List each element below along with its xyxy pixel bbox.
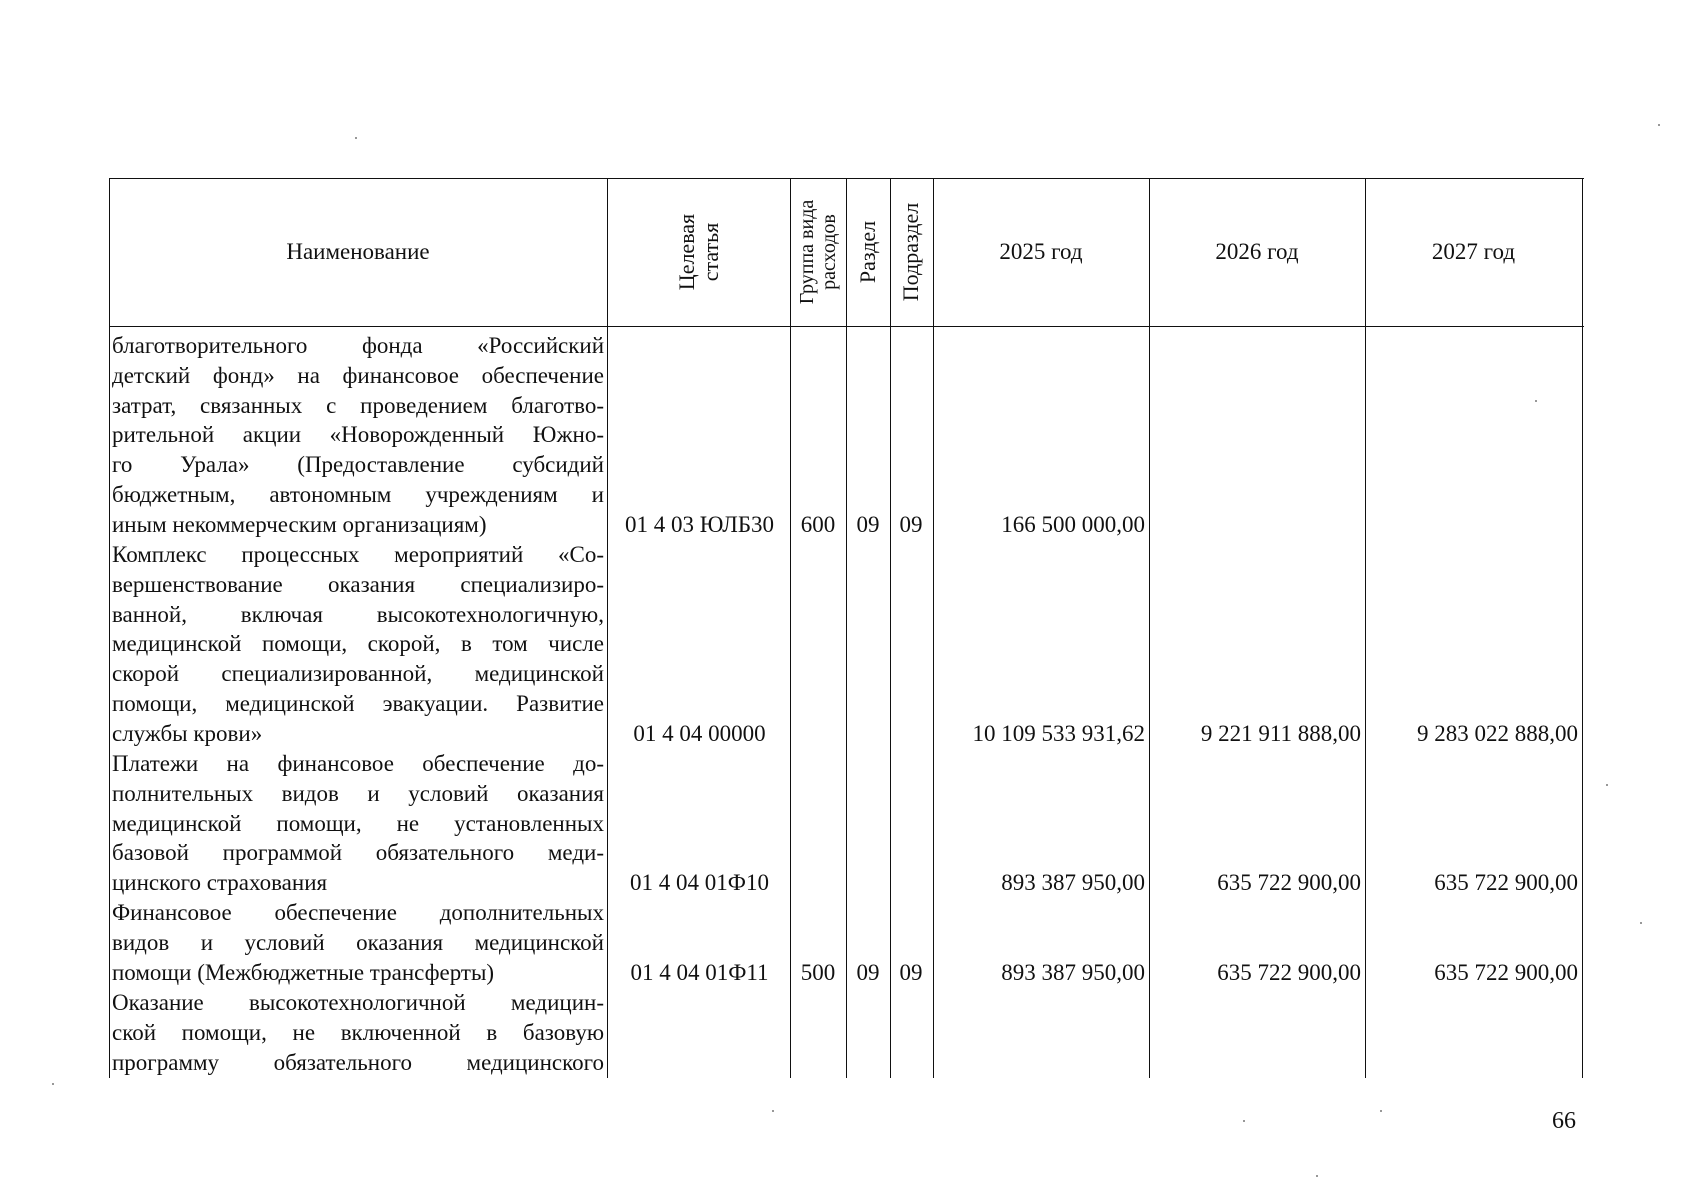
row-value-2027: 9 283 022 888,00	[1417, 721, 1578, 746]
header-year-2027	[1365, 178, 1582, 326]
desc-line: цинского страхования	[112, 870, 328, 896]
header-name-text: Наименование	[286, 239, 430, 264]
table-row-description	[112, 898, 604, 987]
header-group-line1: Группа вида	[796, 199, 818, 305]
row-target-code: 01 4 04 01Ф10	[630, 870, 769, 895]
desc-line: видов и условий оказания медицинской	[112, 929, 604, 955]
row-value-2027: 635 722 900,00	[1434, 870, 1578, 895]
scan-speck	[1658, 124, 1660, 126]
header-year-2025	[933, 178, 1149, 326]
header-year-2025-text: 2025 год	[999, 239, 1083, 264]
col-divider-1	[607, 178, 608, 1078]
header-group-line2: расходов	[818, 214, 840, 290]
scan-speck	[1640, 922, 1642, 924]
desc-line: базовой программой обязательного меди-	[112, 840, 604, 866]
scan-speck	[1316, 1175, 1318, 1177]
header-subsection	[899, 203, 923, 301]
desc-line: Оказание высокотехнологичной медицин-	[112, 990, 604, 1015]
header-year-2026-text: 2026 год	[1215, 239, 1299, 264]
desc-line: го Урала» (Предоставление субсидий	[112, 452, 604, 478]
desc-line: помощи, медицинской эвакуации. Развитие	[112, 690, 604, 716]
desc-line: детский фонд» на финансовое обеспечение	[112, 362, 604, 388]
row-target-code: 01 4 04 01Ф11	[630, 960, 769, 985]
row-target-code: 01 4 04 00000	[633, 721, 766, 746]
row-subsection: 09	[899, 512, 923, 537]
header-year-2026	[1149, 178, 1365, 326]
row-value-2026: 635 722 900,00	[1217, 870, 1361, 895]
row-value-2027: 635 722 900,00	[1434, 960, 1578, 985]
page-number: 66	[1552, 1108, 1576, 1134]
scan-speck	[1243, 1120, 1245, 1122]
header-section	[856, 221, 880, 283]
scan-speck	[1606, 784, 1608, 786]
desc-line: медицинской помощи, скорой, в том числе	[112, 631, 604, 657]
desc-line: медицинской помощи, не установленных	[112, 810, 604, 836]
header-target-line1: Целевая	[674, 213, 699, 291]
desc-line: бюджетным, автономным учреждениям и	[112, 481, 604, 507]
row-value-2025: 166 500 000,00	[1001, 512, 1145, 537]
desc-line: полнительных видов и условий оказания	[112, 780, 604, 806]
row-expense-group: 600	[800, 512, 836, 537]
table-row-description	[112, 749, 604, 898]
col-divider-2	[790, 178, 791, 1078]
header-target-line2: статья	[698, 222, 723, 282]
table-row-description	[112, 988, 604, 1077]
desc-line: ской помощи, не включенной в базовую	[112, 1019, 604, 1045]
row-target-code: 01 4 03 ЮЛБ30	[624, 512, 775, 537]
row-value-2026: 9 221 911 888,00	[1200, 721, 1361, 746]
row-expense-group: 500	[800, 960, 836, 985]
row-value-2025: 10 109 533 931,62	[972, 721, 1145, 746]
table-row-description	[112, 331, 604, 540]
table-right-border	[1582, 178, 1583, 1078]
desc-line: Финансовое обеспечение дополнительных	[112, 900, 604, 925]
row-section: 09	[856, 960, 880, 985]
desc-line: вершенствование оказания специализиро-	[112, 571, 604, 597]
scan-speck	[1535, 400, 1537, 402]
row-section: 09	[856, 512, 880, 537]
desc-line: программу обязательного медицинского	[112, 1049, 604, 1075]
desc-line: затрат, связанных с проведением благотво-	[112, 392, 604, 418]
header-section-text: Раздел	[855, 220, 880, 284]
scan-speck	[772, 1110, 774, 1112]
desc-line: рительной акции «Новорожденный Южно-	[112, 422, 604, 448]
header-name	[109, 178, 607, 326]
header-year-2027-text: 2027 год	[1431, 239, 1516, 264]
col-divider-3	[846, 178, 847, 1078]
table-row-description	[112, 540, 604, 749]
header-subsection-text: Подраздел	[898, 202, 923, 302]
scan-speck	[355, 137, 357, 139]
desc-line: Комплекс процессных мероприятий «Со-	[112, 542, 604, 567]
row-subsection: 09	[899, 960, 923, 985]
col-divider-4	[890, 178, 891, 1078]
desc-line: Платежи на финансовое обеспечение до-	[112, 751, 604, 776]
desc-line: службы крови»	[112, 720, 263, 746]
desc-line: помощи (Межбюджетные трансферты)	[112, 959, 495, 985]
scan-speck	[1380, 1110, 1382, 1112]
row-value-2025: 893 387 950,00	[1001, 870, 1145, 895]
desc-line: иным некоммерческим организациям)	[112, 511, 487, 537]
header-expense-group	[796, 200, 840, 305]
desc-line: ванной, включая высокотехнологичную,	[112, 601, 604, 627]
desc-line: благотворительного фонда «Российский	[112, 333, 604, 358]
row-value-2026: 635 722 900,00	[1217, 960, 1361, 985]
scan-speck	[52, 1083, 54, 1085]
header-target-article	[675, 214, 723, 290]
row-value-2025: 893 387 950,00	[1001, 960, 1145, 985]
desc-line: скорой специализированной, медицинской	[112, 661, 604, 687]
